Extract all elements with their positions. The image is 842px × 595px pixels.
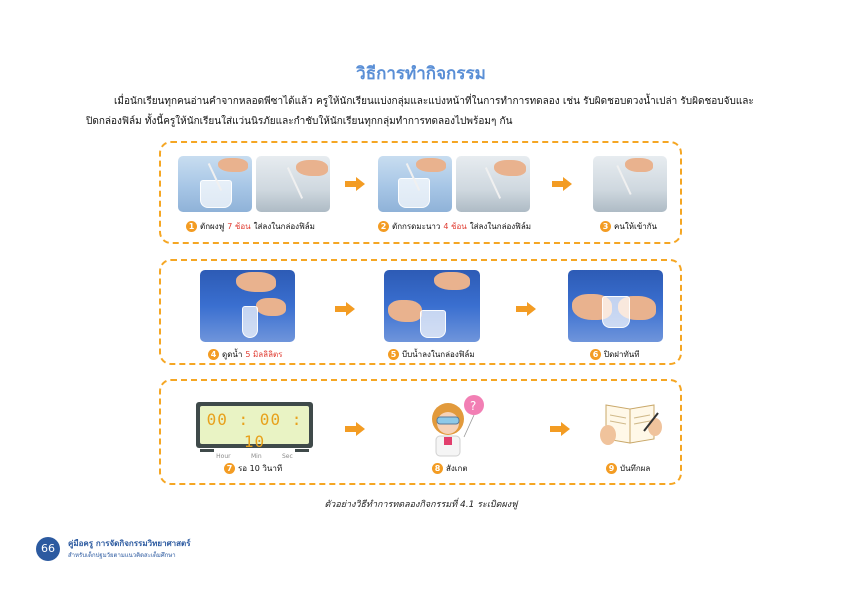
step-number-badge: 4	[208, 349, 219, 360]
page-title: วิธีการทำกิจกรรม	[356, 64, 486, 84]
photo-step-3	[593, 156, 667, 212]
step-caption-2: 2 ตักกรดมะนาว 4 ช้อน ใส่ลงในกล่องฟิล์ม	[378, 220, 531, 233]
step-number-badge: 7	[224, 463, 235, 474]
timer-unit-hour: Hour	[216, 453, 231, 460]
girl-observing-icon	[420, 393, 490, 463]
timer-unit-min: Min	[250, 453, 262, 460]
step-number-badge: 8	[432, 463, 443, 474]
arrow-icon	[552, 177, 572, 191]
arrow-icon	[550, 422, 570, 436]
photo-step-4	[200, 270, 295, 342]
step-caption-4: 4 ดูดน้ำ 5 มิลลิลิตร	[208, 348, 285, 361]
photo-step-5	[384, 270, 480, 342]
step-caption-9: 9 บันทึกผล	[606, 462, 650, 475]
step-number-badge: 1	[186, 221, 197, 232]
notebook-writing-icon	[600, 397, 662, 449]
step-caption-7: 7 รอ 10 วินาที	[224, 462, 282, 475]
arrow-icon	[516, 302, 536, 316]
footer-title: คู่มือครู การจัดกิจกรรมวิทยาศาสตร์	[68, 539, 191, 548]
step-caption-1: 1 ตักผงฟู 7 ช้อน ใส่ลงในกล่องฟิล์ม	[186, 220, 315, 233]
footer-subtitle: สำหรับเด็กปฐมวัยตามแนวคิดสะเต็มศึกษา	[68, 552, 176, 559]
timer-unit-sec: Sec	[282, 453, 293, 460]
step-number-badge: 3	[600, 221, 611, 232]
figure-caption: ตัวอย่างวิธีทำการทดลองกิจกรรมที่ 4.1 ระเบิดผงฟู	[324, 500, 518, 510]
arrow-icon	[335, 302, 355, 316]
step-number-badge: 5	[388, 349, 399, 360]
step-number-badge: 9	[606, 463, 617, 474]
timer-display	[196, 402, 313, 460]
step-number-badge: 6	[590, 349, 601, 360]
svg-text:?: ?	[470, 399, 477, 413]
photo-step-6	[568, 270, 663, 342]
photo-step-1a	[178, 156, 252, 212]
intro-paragraph	[86, 92, 766, 132]
step-caption-5: 5 บีบน้ำลงในกล่องฟิล์ม	[388, 348, 475, 361]
timer-digits: 00 : 00 : 10	[206, 410, 303, 451]
step-caption-6: 6 ปิดฝาทันที	[590, 348, 639, 361]
intro-text: เมื่อนักเรียนทุกคนอ่านคำจากหลอดพีซาได้แล้ว ครูให้นักเรียนแบ่งกลุ่มและแบ่งหน้าที่ในการทำการทดลอง เช่น รับผิดชอบตวงน้ำเปล่า รับผิดชอบจับและปิดกล่องฟิล์ม ทั้งนี้ครูให้นักเรียนใส่แว่นนิรภัยและกำชับให้นักเรียนทุกกลุ่มทำการทดลองไปพร้อมๆ กัน	[86, 96, 754, 127]
step-number-badge: 2	[378, 221, 389, 232]
page-number: 66	[36, 537, 60, 561]
arrow-icon	[345, 422, 365, 436]
step-caption-8: 8 สังเกต	[432, 462, 468, 475]
arrow-icon	[345, 177, 365, 191]
photo-step-2b	[456, 156, 530, 212]
photo-step-2a	[378, 156, 452, 212]
step-caption-3: 3 คนให้เข้ากัน	[600, 220, 657, 233]
photo-step-1b	[256, 156, 330, 212]
